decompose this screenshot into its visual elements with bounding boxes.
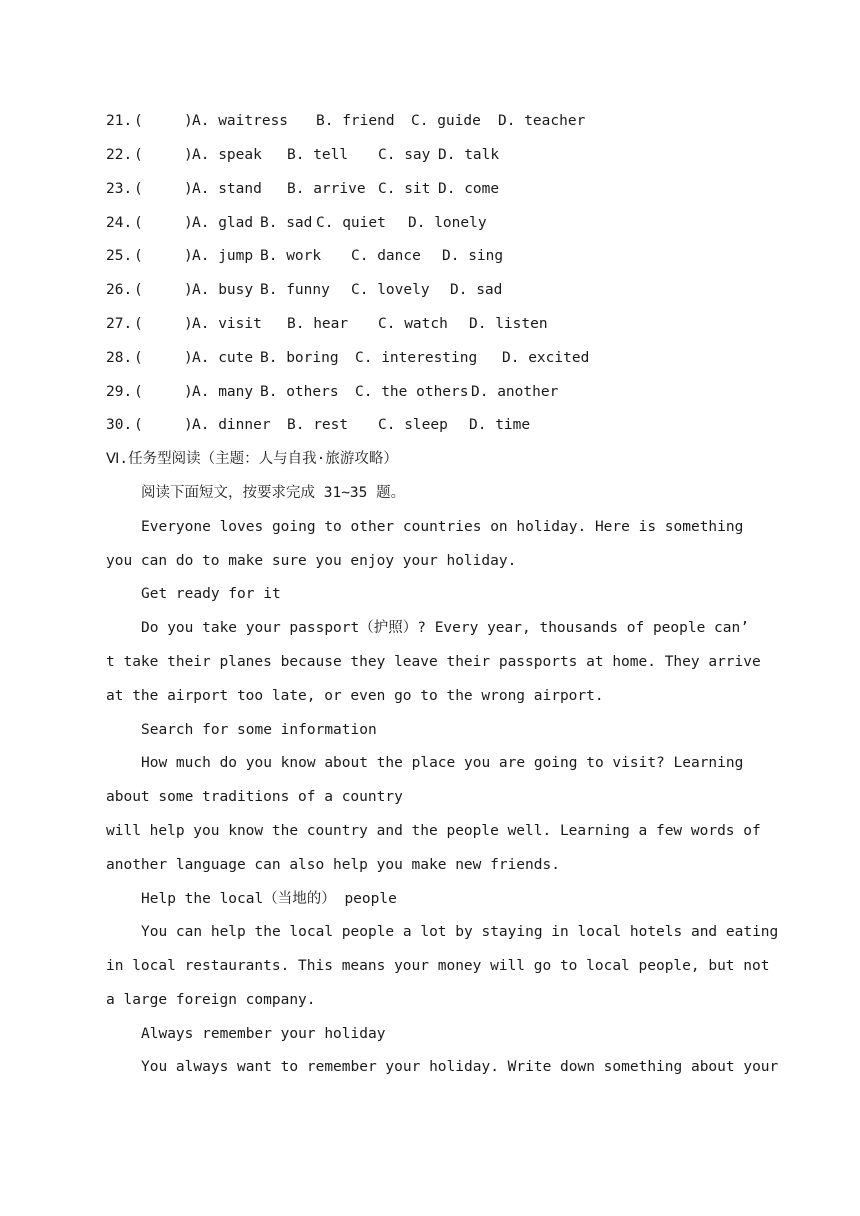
question-24 [106,212,487,234]
question-number: 29. [106,384,133,400]
option-d: D. lonely [408,215,487,231]
option-a: A. cute [192,350,254,366]
question-29 [106,381,558,403]
option-a: A. speak [192,147,262,163]
answer-blank-close: ) [184,350,193,366]
passage-line: a large foreign company. [106,992,316,1008]
option-d: D. sing [442,248,504,264]
passage-line: t take their planes because they leave their passports at home. They arrive [106,654,761,670]
question-27 [106,313,548,335]
passage-line: another language can also help you make new friends. [106,857,560,873]
answer-blank-open: ( [134,147,143,163]
passage-line: in local restaurants. This means your money will go to local people, but not [106,958,770,974]
subheading-remember-holiday: Always remember your holiday [141,1026,386,1042]
option-d: D. excited [502,350,590,366]
option-b: B. arrive [287,181,366,197]
option-c: C. sit [378,181,431,197]
option-c: C. the others [355,384,469,400]
section-instruction: 阅读下面短文，按要求完成 31~35 题。 [141,485,406,501]
question-number: 22. [106,147,133,163]
answer-blank-open: ( [134,417,143,433]
answer-blank-close: ) [184,248,193,264]
question-number: 21. [106,113,133,129]
option-d: D. another [471,384,559,400]
answer-blank-open: ( [134,248,143,264]
question-23 [106,178,499,200]
option-a: A. stand [192,181,262,197]
option-a: A. visit [192,316,262,332]
answer-blank-close: ) [184,316,193,332]
option-a: A. waitress [192,113,289,129]
option-c: C. dance [351,248,421,264]
option-a: A. glad [192,215,254,231]
answer-blank-open: ( [134,282,143,298]
answer-blank-close: ) [184,113,193,129]
option-c: C. guide [411,113,481,129]
question-number: 23. [106,181,133,197]
option-a: A. many [192,384,254,400]
passage-line: How much do you know about the place you are going to visit? Learning [141,755,744,771]
answer-blank-close: ) [184,215,193,231]
answer-blank-open: ( [134,113,143,129]
option-a: A. dinner [192,417,271,433]
question-22 [106,144,499,166]
answer-blank-open: ( [134,215,143,231]
question-21 [106,110,585,132]
question-number: 25. [106,248,133,264]
option-d: D. listen [469,316,548,332]
question-number: 26. [106,282,133,298]
passage-line: You always want to remember your holiday. Write down something about your [141,1059,779,1075]
question-26 [106,279,502,301]
option-c: C. lovely [351,282,430,298]
option-b: B. friend [316,113,395,129]
passage-line: will help you know the country and the people well. Learning a few words of [106,823,761,839]
answer-blank-open: ( [134,316,143,332]
section-title: Ⅵ.任务型阅读（主题：人与自我·旅游攻略） [106,451,398,467]
option-c: C. watch [378,316,448,332]
question-number: 30. [106,417,133,433]
option-b: B. rest [287,417,349,433]
option-c: C. interesting [355,350,478,366]
option-d: D. come [438,181,500,197]
question-number: 24. [106,215,133,231]
option-b: B. hear [287,316,349,332]
question-30 [106,414,530,436]
passage-line: Do you take your passport（护照）? Every year, thousands of people can’ [141,620,749,636]
option-a: A. jump [192,248,254,264]
option-c: C. quiet [316,215,386,231]
option-b: B. others [260,384,339,400]
option-d: D. teacher [498,113,586,129]
answer-blank-close: ) [184,147,193,163]
option-a: A. busy [192,282,254,298]
option-c: C. say [378,147,431,163]
option-d: D. sad [450,282,503,298]
question-25 [106,245,503,267]
option-d: D. time [469,417,531,433]
option-d: D. talk [438,147,500,163]
answer-blank-open: ( [134,181,143,197]
option-b: B. tell [287,147,349,163]
subheading-search-info: Search for some information [141,722,377,738]
question-number: 28. [106,350,133,366]
passage-line: about some traditions of a country [106,789,403,805]
option-b: B. boring [260,350,339,366]
option-b: B. funny [260,282,330,298]
question-28 [106,347,589,369]
option-c: C. sleep [378,417,448,433]
question-number: 27. [106,316,133,332]
passage-line: You can help the local people a lot by staying in local hotels and eating [141,924,779,940]
option-b: B. work [260,248,322,264]
answer-blank-open: ( [134,384,143,400]
answer-blank-close: ) [184,282,193,298]
answer-blank-close: ) [184,181,193,197]
option-b: B. sad [260,215,313,231]
answer-blank-open: ( [134,350,143,366]
answer-blank-close: ) [184,384,193,400]
subheading-help-local: Help the local（当地的） people [141,891,397,907]
subheading-get-ready: Get ready for it [141,586,281,602]
passage-line: Everyone loves going to other countries on holiday. Here is something [141,519,744,535]
passage-line: you can do to make sure you enjoy your holiday. [106,553,517,569]
answer-blank-close: ) [184,417,193,433]
passage-line: at the airport too late, or even go to the wrong airport. [106,688,604,704]
